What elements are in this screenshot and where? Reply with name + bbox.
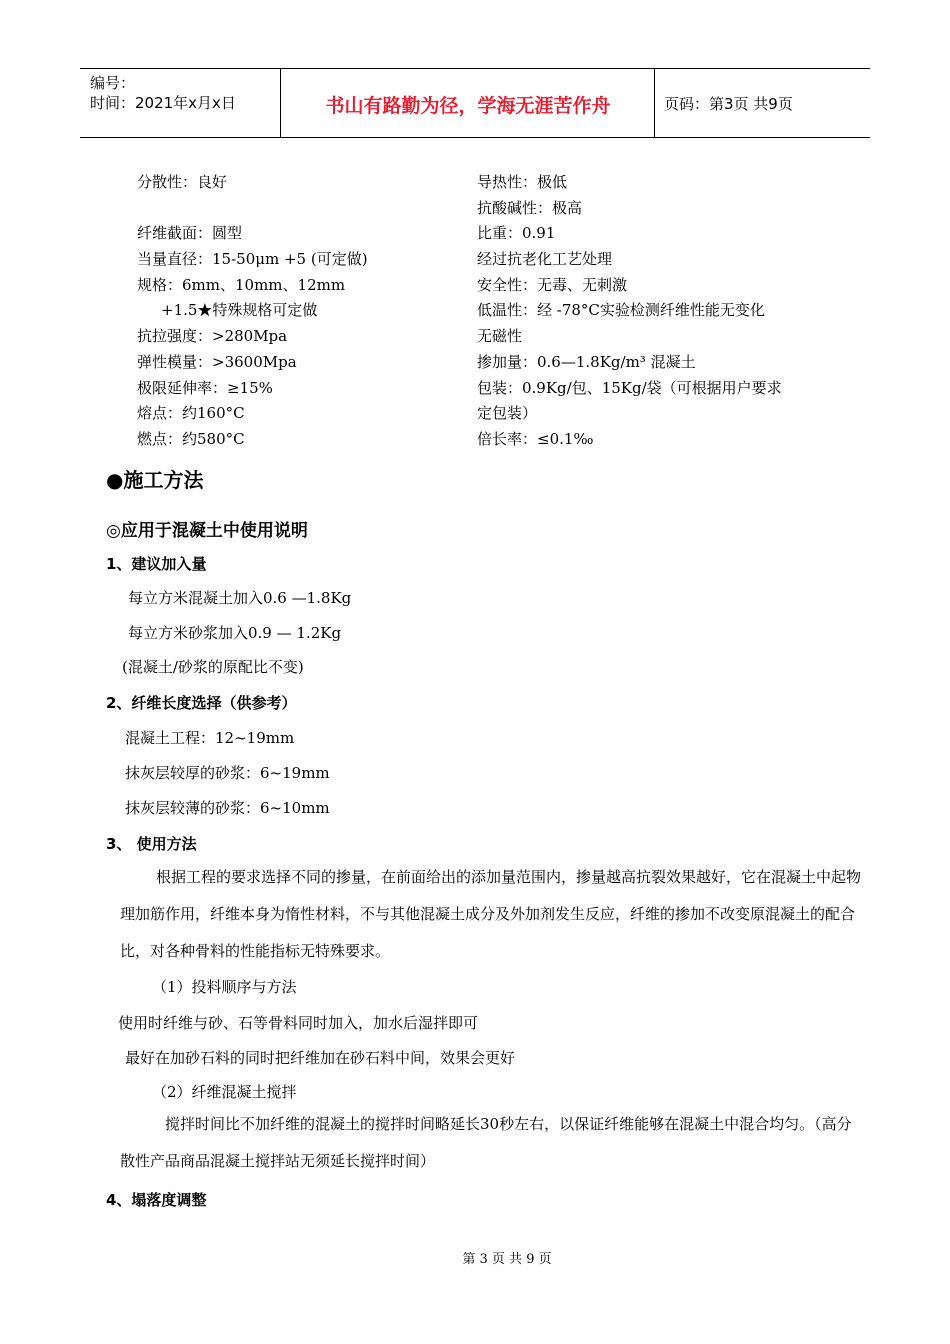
section-4-title: 4、塌落度调整 [106,1191,207,1209]
list-item: 抹灰层较薄的砂浆：6~10mm [125,799,330,817]
section-2-title: 2、纤维长度选择（供参考） [106,694,297,712]
spec-item: 规格：6mm、10mm、12mm [137,276,346,294]
spec-item: 掺加量：0.6—1.8Kg/m³ 混凝土 [477,353,696,371]
spec-item: 纤维截面：圆型 [137,224,243,242]
header-divider [654,69,655,137]
header-motto: 书山有路勤为径，学海无涯苦作舟 [325,95,611,117]
spec-item: 低温性：经 -78°C实验检测纤维性能无变化 [477,301,765,319]
spec-item: 当量直径：15-50μm +5 (可定做) [137,250,368,268]
list-item: 抹灰层较厚的砂浆：6~19mm [125,764,330,782]
paragraph: 根据工程的要求选择不同的掺量，在前面给出的添加量范围内，掺量越高抗裂效果越好，它在混凝土中起物理加筋作用，纤维本身为惰性材料，不与其他混凝土成分及外加剂发生反应，纤维的掺加不改变原混凝土的配合比，对各种骨料的性能指标无特殊要求。 [120,868,862,960]
page-footer: 第 3 页 共 9 页 [462,1252,552,1267]
paragraph: 搅拌时间比不加纤维的混凝土的搅拌时间略延长30秒左右，以保证纤维能够在混凝土中混合均匀。（高分散性产品商品混凝土搅拌站无须延长搅拌时间） [120,1115,852,1170]
header-divider [280,69,281,137]
spec-item: 定包装） [477,404,538,422]
list-item: (混凝土/砂浆的原配比不变) [122,658,304,676]
section-1-title: 1、建议加入量 [106,555,207,573]
spec-item: 抗拉强度：>280Mpa [137,327,288,345]
spec-item: 经过抗老化工艺处理 [477,250,613,268]
spec-item: 极限延伸率：≥15% [137,379,273,397]
spec-item: 导热性：极低 [477,173,568,191]
subheading: （2）纤维混凝土搅拌 [152,1083,297,1101]
spec-item: +1.5★特殊规格可定做 [161,301,318,319]
section-title: ●施工方法 [106,468,204,492]
spec-item: 无磁性 [477,327,523,345]
list-item: 每立方米混凝土加入0.6 —1.8Kg [128,589,352,607]
spec-item: 包装：0.9Kg/包、15Kg/袋（可根据用户要求 [477,379,782,397]
header-meta [90,73,236,113]
spec-item: 分散性：良好 [137,173,228,191]
spec-item: 倍长率：≤0.1‰ [477,430,594,448]
spec-item: 比重：0.91 [477,224,556,242]
list-item: 混凝土工程：12~19mm [125,729,295,747]
list-item: 最好在加砂石料的同时把纤维加在砂石料中间，效果会更好 [125,1049,516,1067]
list-item: 每立方米砂浆加入0.9 — 1.2Kg [128,624,342,642]
header-page-info: 页码：第3页 共9页 [664,95,793,113]
time-label: 时间：2021年x月x日 [90,94,236,112]
spec-item: 燃点：约580°C [137,430,245,448]
section-3-title: 3、 使用方法 [106,835,197,853]
spec-item: 弹性模量：>3600Mpa [137,353,297,371]
subsection-title: ◎应用于混凝土中使用说明 [106,521,308,541]
spec-item: 熔点：约160°C [137,404,245,422]
spec-item: 安全性：无毒、无刺激 [477,276,628,294]
document-header [80,68,870,138]
spec-item: 抗酸碱性：极高 [477,199,583,217]
list-item: 使用时纤维与砂、石等骨料同时加入，加水后湿拌即可 [118,1014,479,1032]
subheading: （1）投料顺序与方法 [152,978,297,996]
number-label: 编号： [90,74,136,92]
